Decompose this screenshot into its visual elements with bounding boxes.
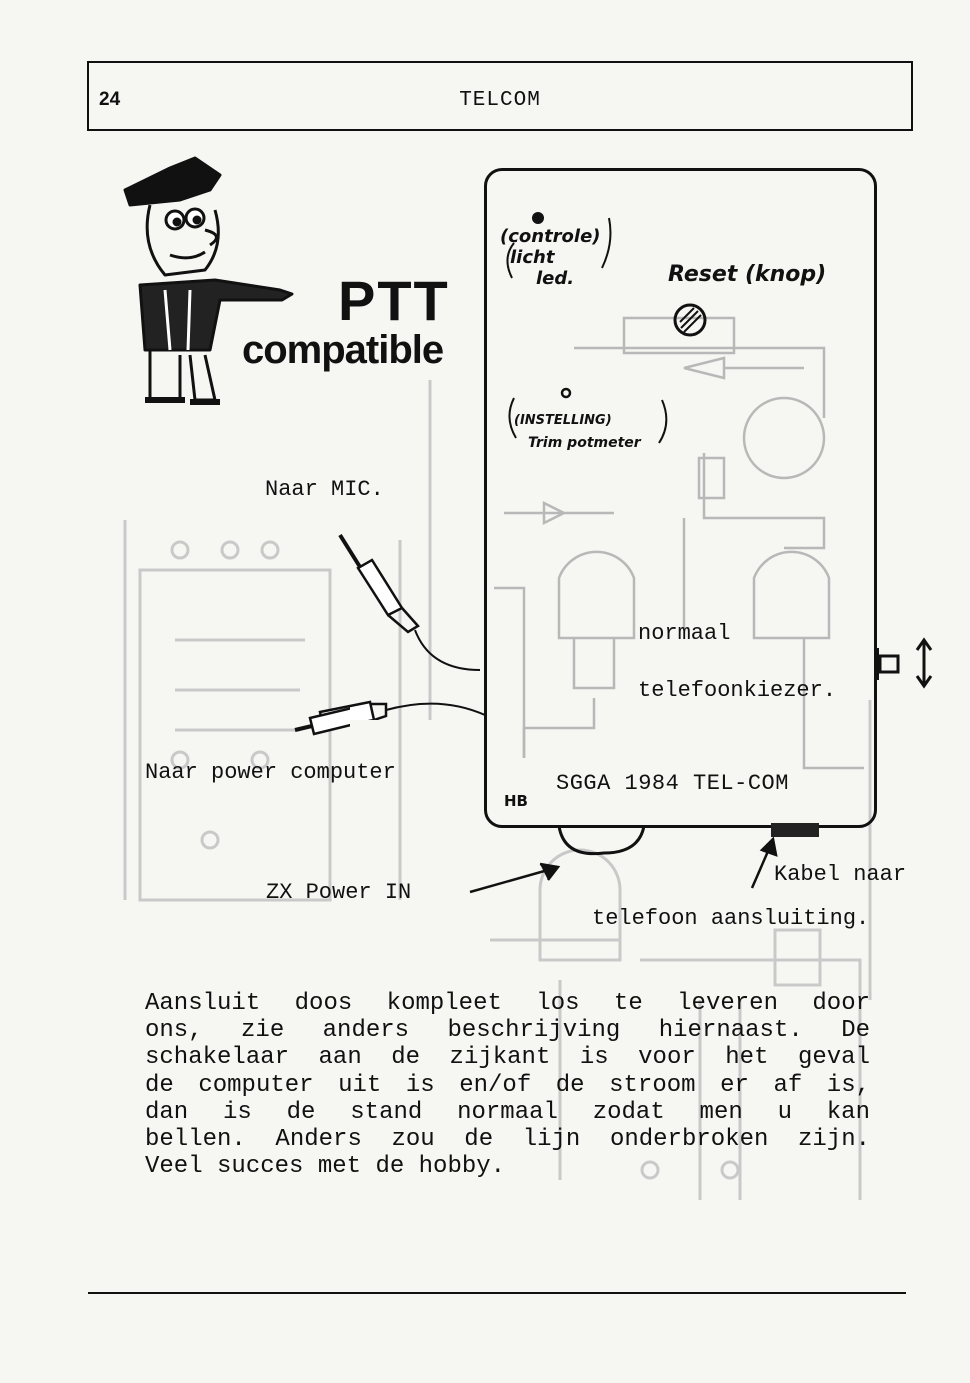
mode-switch[interactable] [880, 656, 898, 672]
description-paragraph [145, 990, 870, 1180]
cable-label-line2: telefoon aansluiting. [592, 906, 870, 931]
footer-rule [88, 1292, 906, 1294]
trim-note: (INSTELLING) Trim potmeter [514, 413, 641, 451]
reset-label: Reset (knop) [668, 262, 827, 287]
trim-pot-icon[interactable] [562, 389, 570, 397]
designer-initials: HB [504, 792, 528, 810]
double-arrow-icon [917, 640, 931, 686]
switch-label-line2: telefoonkiezer. [638, 678, 837, 703]
paragraph-line: Veel succes met de hobby. [145, 1153, 506, 1181]
mic-label: Naar MIC. [265, 477, 384, 502]
page-number: 24 [99, 89, 121, 110]
power-computer-label: Naar power computer [145, 760, 396, 785]
power-plug-icon [290, 690, 350, 740]
paragraph-line: bellen. Anders zou de lijn onderbroken zijn. [145, 1126, 870, 1154]
pointing-officer-icon [110, 150, 310, 415]
zx-power-label: ZX Power IN [266, 880, 412, 905]
paragraph-line: schakelaar aan de zijkant is voor het geval [145, 1044, 870, 1072]
paragraph-line: dan is de stand normaal zodat men u kan [145, 1098, 870, 1126]
page-header [87, 61, 913, 131]
model-label: SGGA 1984 TEL-COM [556, 771, 789, 796]
ptt-title: PTT [338, 269, 450, 332]
cable-label-line1: Kabel naar [774, 862, 907, 887]
led-indicator-icon [532, 212, 544, 224]
ptt-subtitle: compatible [242, 328, 444, 372]
pointer-arrows [460, 830, 800, 900]
paragraph-line: ons, zie anders beschrijving hiernaast. De [145, 1017, 870, 1045]
paragraph-line: Aansluit doos kompleet los te leveren door [145, 990, 870, 1017]
switch-label-line1: normaal [638, 621, 731, 646]
led-note: (controle) licht led. [500, 226, 601, 289]
paragraph-line: de computer uit is en/of de stroom er af is, [145, 1071, 870, 1099]
header-title: TELCOM [459, 89, 541, 112]
zx-power-arrow-icon [470, 868, 555, 892]
